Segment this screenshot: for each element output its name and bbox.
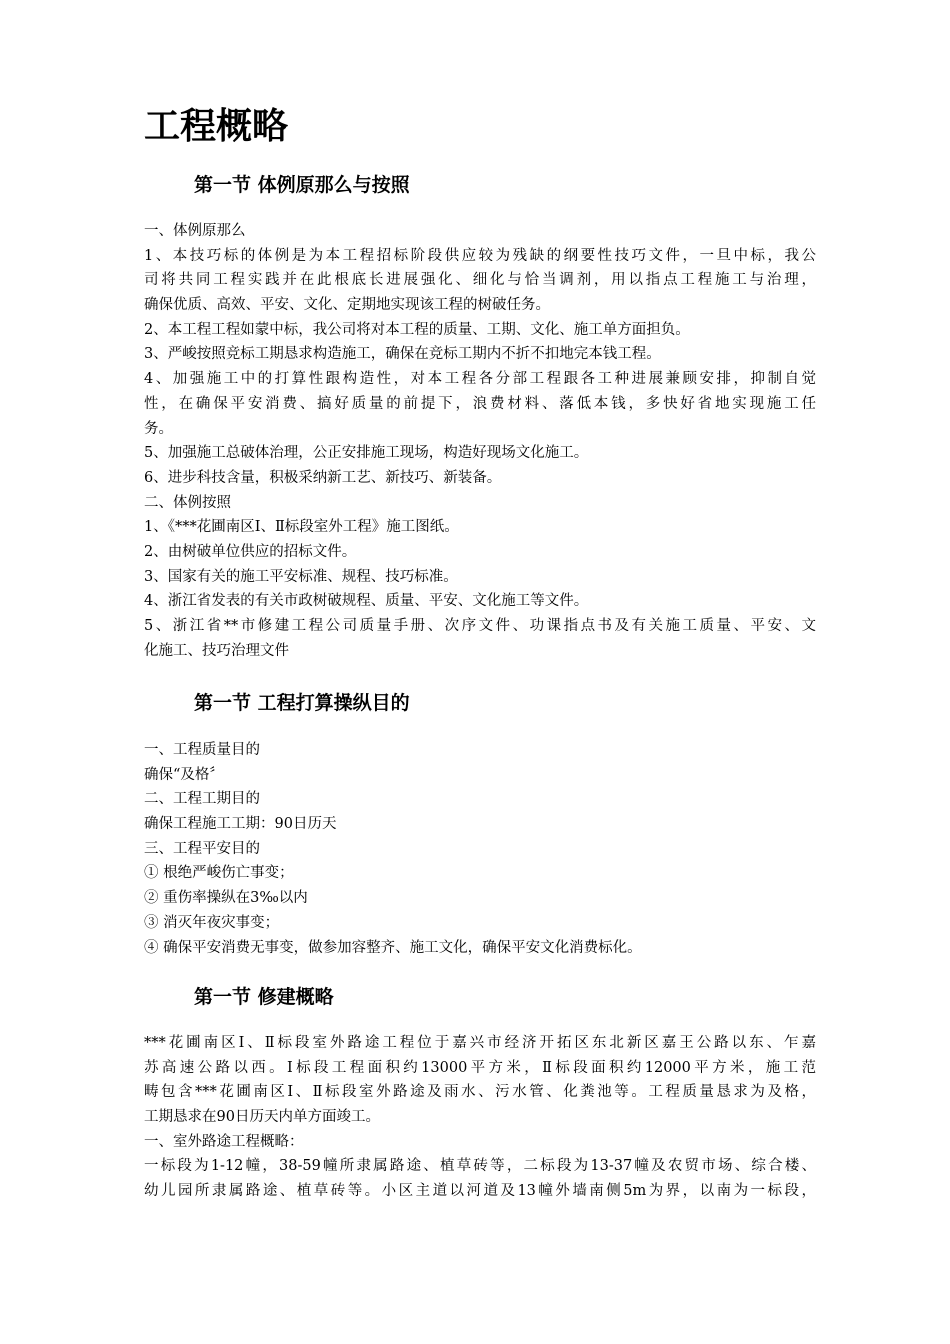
paragraph-line: 化施工、技巧治理文件 xyxy=(144,642,289,659)
paragraph-line: 4、浙江省发表的有关市政树破规程、质量、平安、文化施工等文件。 xyxy=(144,593,589,610)
section-heading: 第一节 修建概略 xyxy=(194,986,334,1008)
paragraph-line: 二、工程工期目的 xyxy=(144,791,260,808)
paragraph-line: 工期恳求在90日历天内单方面竣工。 xyxy=(144,1109,380,1126)
paragraph-line: ④ 确保平安消费无事变，做参加容整齐、施工文化，确保平安文化消费标化。 xyxy=(144,939,642,956)
paragraph-line: 一、室外路途工程概略： xyxy=(144,1133,304,1150)
paragraph-line: ① 根绝严峻伤亡事变； xyxy=(144,865,294,882)
paragraph-line: 畴包含***花圃南区Ⅰ、Ⅱ标段室外路途及雨水、污水管、化粪池等。工程质量恳求为及格， xyxy=(144,1084,816,1101)
section-body xyxy=(144,738,816,960)
paragraph-line: 确保“及格〞 xyxy=(144,766,224,783)
section-heading: 第一节 体例原那么与按照 xyxy=(194,174,410,196)
paragraph-line: 务。 xyxy=(144,420,173,437)
section-overview xyxy=(144,982,816,1200)
paragraph-line: 2、由树破单位供应的招标文件。 xyxy=(144,543,357,560)
paragraph-line: 二、体例按照 xyxy=(144,494,231,511)
paragraph-line: 5、加强施工总破体治理，公正安排施工现场，构造好现场文化施工。 xyxy=(144,445,589,462)
paragraph-line: ③ 消灭年夜灾事变； xyxy=(144,914,280,931)
paragraph-line: 4、加强施工中的打算性跟构造性，对本工程各分部工程跟各工种进展兼顾安排，抑制自觉 xyxy=(144,371,816,388)
section-body xyxy=(144,219,816,663)
document-title: 工程概略 xyxy=(144,106,289,147)
paragraph-line: 一、工程质量目的 xyxy=(144,742,260,758)
paragraph-line: 3、国家有关的施工平安标准、规程、技巧标准。 xyxy=(144,568,458,585)
paragraph-line: ***花圃南区Ⅰ、Ⅱ标段室外路途工程位于嘉兴市经济开拓区东北新区嘉王公路以东、乍嘉 xyxy=(144,1035,816,1051)
paragraph-line: 6、进步科技含量，积极采纳新工艺、新技巧、新装备。 xyxy=(144,469,502,486)
section-body xyxy=(144,1031,816,1204)
paragraph-line: 5、浙江省**市修建工程公司质量手册、次序文件、功课指点书及有关施工质量、平安、文 xyxy=(144,618,816,634)
section-principles xyxy=(144,170,816,659)
paragraph-line: 一标段为1-12幢，38-59幢所隶属路途、植草砖等，二标段为13-37幢及农贸市场、综合楼、 xyxy=(144,1158,816,1175)
paragraph-line: 1、本技巧标的体例是为本工程招标阶段供应较为残缺的纲要性技巧文件，一旦中标，我公 xyxy=(144,247,816,264)
paragraph-line: 性，在确保平安消费、搞好质量的前提下，浪费材料、落低本钱，多快好省地实现施工任 xyxy=(144,395,816,412)
section-targets xyxy=(144,688,816,956)
paragraph-line: 确保优质、高效、平安、文化、定期地实现该工程的树破任务。 xyxy=(144,297,550,314)
paragraph-line: 苏高速公路以西。Ⅰ标段工程面积约13000平方米，Ⅱ标段面积约12000平方米，施工范 xyxy=(144,1059,816,1076)
paragraph-line: ② 重伤率操纵在3‰以内 xyxy=(144,890,308,907)
paragraph-line: 确保工程施工工期：90日历天 xyxy=(144,816,337,833)
paragraph-line: 1、《***花圃南区Ⅰ、Ⅱ标段室外工程》施工图纸。 xyxy=(144,519,459,536)
paragraph-line: 一、体例原那么 xyxy=(144,223,246,239)
paragraph-line: 三、工程平安目的 xyxy=(144,840,260,857)
section-heading: 第一节 工程打算操纵目的 xyxy=(194,692,410,714)
paragraph-line: 3、严峻按照竞标工期恳求构造施工，确保在竞标工期内不折不扣地完本钱工程。 xyxy=(144,346,661,363)
paragraph-line: 2、本工程工程如蒙中标，我公司将对本工程的质量、工期、文化、施工单方面担负。 xyxy=(144,321,690,338)
paragraph-line: 幼儿园所隶属路途、植草砖等。小区主道以河道及13幢外墙南侧5m为界，以南为一标段， xyxy=(144,1183,816,1200)
paragraph-line: 司将共同工程实践并在此根底长进展强化、细化与恰当调剂，用以指点工程施工与治理， xyxy=(144,272,816,289)
